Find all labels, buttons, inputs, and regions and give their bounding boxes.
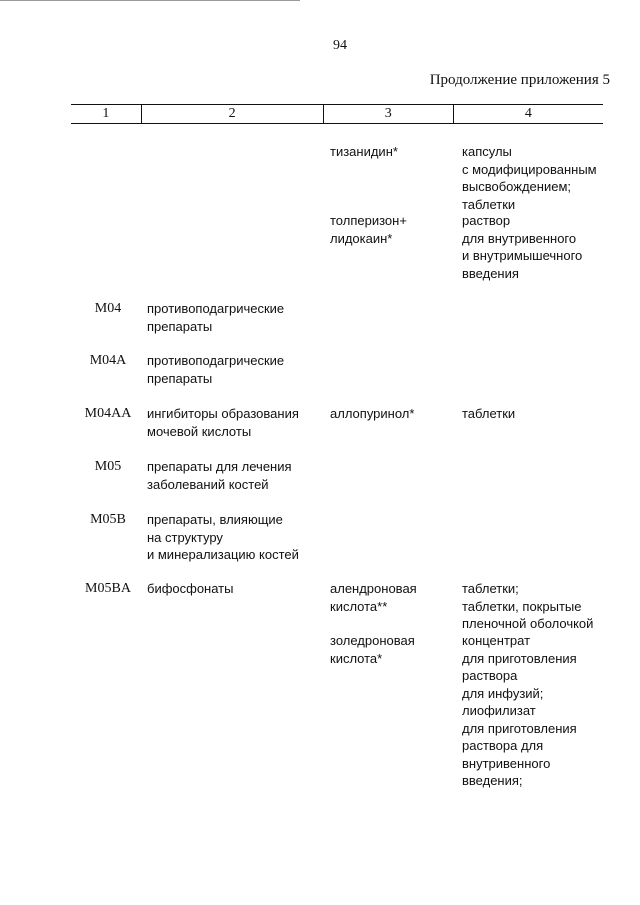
group-name-m04aa: ингибиторы образования мочевой кислоты xyxy=(147,406,299,439)
atc-code-m05b: M05B xyxy=(90,512,126,527)
drug-name-tizanidine: тизанидин* xyxy=(330,144,398,159)
atc-code-m04a: M04A xyxy=(89,353,127,368)
drug-forms-alendronic-acid: таблетки; таблетки, покрытые пленочной оболочкой xyxy=(462,581,594,631)
group-name-m05: препараты для лечения заболеваний костей xyxy=(147,459,292,492)
atc-code-m05ba: M05BA xyxy=(85,581,131,596)
group-name-m05ba: бифосфонаты xyxy=(147,581,234,596)
table-header-row xyxy=(71,104,603,124)
drug-forms-zoledronic-acid: концентрат для приготовления раствора для инфузий; лиофилизат для приготовления раствора для внутривенного введения; xyxy=(462,633,577,788)
column-header-3: 3 xyxy=(323,105,453,124)
group-name-m04: противоподагрические препараты xyxy=(147,301,285,334)
drug-forms-tolperisone: раствор для внутривенного и внутримышечного введения xyxy=(462,213,583,281)
drug-name-zoledronic-acid: золедроновая кислота* xyxy=(330,633,415,666)
atc-code-m05: M05 xyxy=(94,459,122,474)
appendix-title: Продолжение приложения 5 xyxy=(429,72,610,88)
drug-forms-allopurinol: таблетки xyxy=(462,406,516,421)
page-number: 94 xyxy=(333,38,347,53)
atc-code-m04: M04 xyxy=(94,301,122,316)
atc-code-m04aa: M04AA xyxy=(84,406,132,421)
column-header-2: 2 xyxy=(141,105,323,124)
group-name-m04a: противоподагрические препараты xyxy=(147,353,285,386)
group-name-m05b: препараты, влияющие на структуру и минерализацию костей xyxy=(147,512,299,562)
column-header-1: 1 xyxy=(71,105,141,124)
column-header-4: 4 xyxy=(453,105,603,124)
top-rule xyxy=(0,0,300,1)
drug-name-tolperisone: толперизон+ лидокаин* xyxy=(330,213,407,246)
drug-forms-tizanidine: капсулы с модифицированным высвобождением; таблетки xyxy=(462,144,597,212)
drug-name-alendronic-acid: алендроновая кислота** xyxy=(330,581,417,614)
drug-name-allopurinol: аллопуринол* xyxy=(330,406,415,421)
